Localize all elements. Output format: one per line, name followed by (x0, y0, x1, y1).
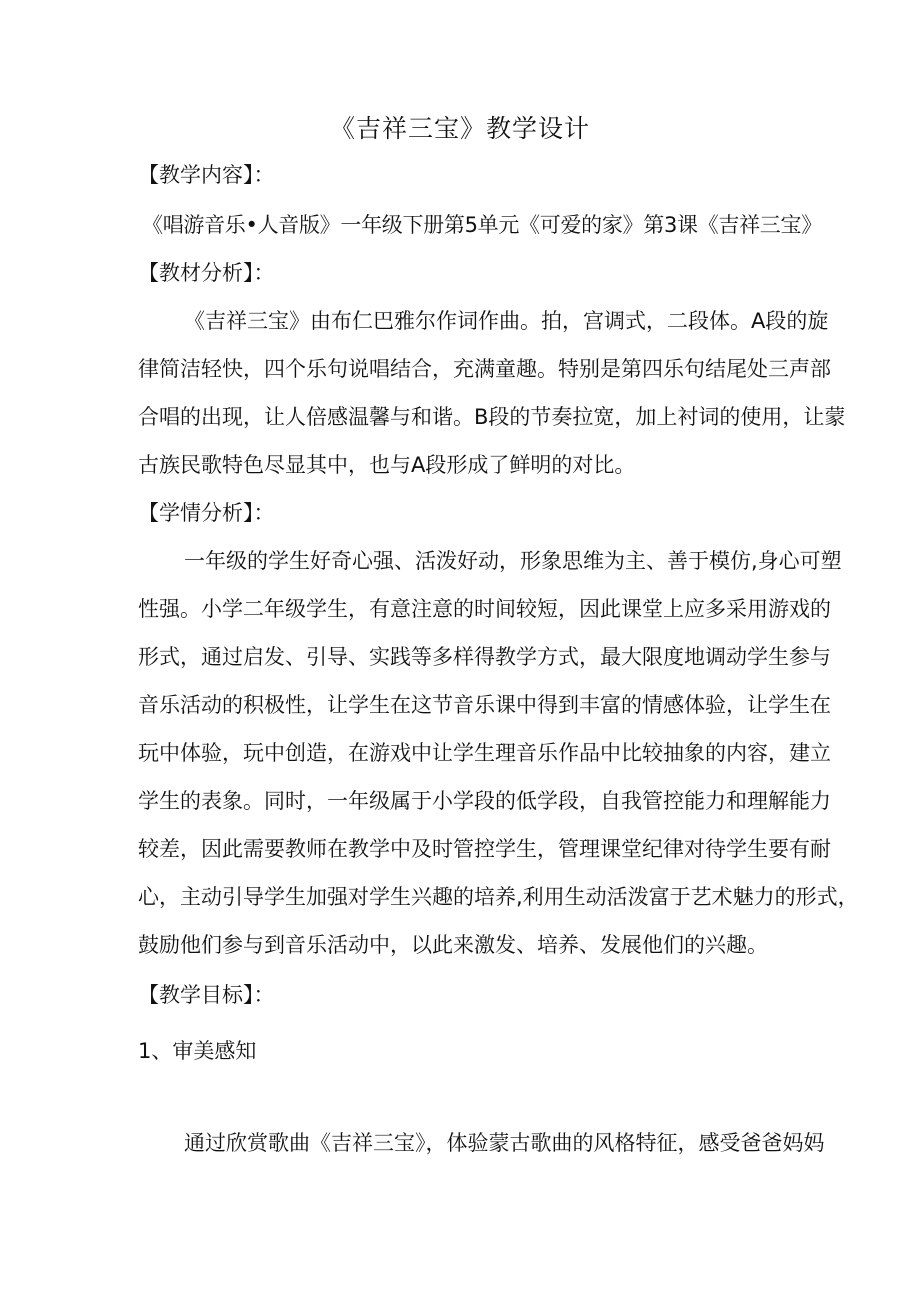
material-analysis-line: 律简洁轻快，四个乐句说唱结合，充满童趣。特别是第四乐句结尾处三声部 (138, 357, 831, 381)
goal-item-label: 1、审美感知 (138, 1039, 257, 1063)
student-analysis-line: 形式，通过启发、引导、实践等多样得教学方式，最大限度地调动学生参与 (138, 645, 831, 669)
student-analysis-line: 玩中体验，玩中创造，在游戏中让学生理音乐作品中比较抽象的内容，建立 (138, 741, 831, 765)
student-analysis-line: 心，主动引导学生加强对学生兴趣的培养,利用生动活泼富于艺术魅力的形式， (138, 885, 859, 909)
material-analysis-line: 《吉祥三宝》由布仁巴雅尔作词作曲。拍，宫调式，二段体。A段的旋 (184, 309, 829, 333)
goal-item-text: 通过欣赏歌曲《吉祥三宝》，体验蒙古歌曲的风格特征，感受爸爸妈妈 (184, 1131, 825, 1155)
section-heading-student-analysis: 【学情分析】： (138, 501, 275, 525)
section-heading-material-analysis: 【教材分析】： (138, 261, 275, 285)
student-analysis-line: 学生的表象。同时，一年级属于小学段的低学段，自我管控能力和理解能力 (138, 789, 831, 813)
student-analysis-line: 较差，因此需要教师在教学中及时管控学生，管理课堂纪律对待学生要有耐 (138, 837, 831, 861)
student-analysis-line: 一年级的学生好奇心强、活泼好动，形象思维为主、善于模仿,身心可塑 (184, 549, 842, 573)
section-heading-teaching-content: 【教学内容】： (138, 163, 275, 187)
section-heading-teaching-goals: 【教学目标】： (138, 983, 275, 1007)
material-analysis-line: 合唱的出现，让人倍感温馨与和谐。B段的节奏拉宽，加上衬词的使用，让蒙 (138, 405, 846, 429)
material-analysis-line: 古族民歌特色尽显其中，也与A段形成了鲜明的对比。 (138, 453, 636, 477)
student-analysis-line: 性强。小学二年级学生，有意注意的时间较短，因此课堂上应多采用游戏的 (138, 597, 831, 621)
student-analysis-line: 音乐活动的积极性，让学生在这节音乐课中得到丰富的情感体验，让学生在 (138, 693, 831, 717)
student-analysis-line: 鼓励他们参与到音乐活动中，以此来激发、培养、发展他们的兴趣。 (138, 933, 768, 957)
teaching-content-text: 《唱游音乐•人音版》一年级下册第5单元《可爱的家》第3课《吉祥三宝》 (142, 213, 822, 237)
document-title: 《吉祥三宝》教学设计 (329, 114, 590, 143)
